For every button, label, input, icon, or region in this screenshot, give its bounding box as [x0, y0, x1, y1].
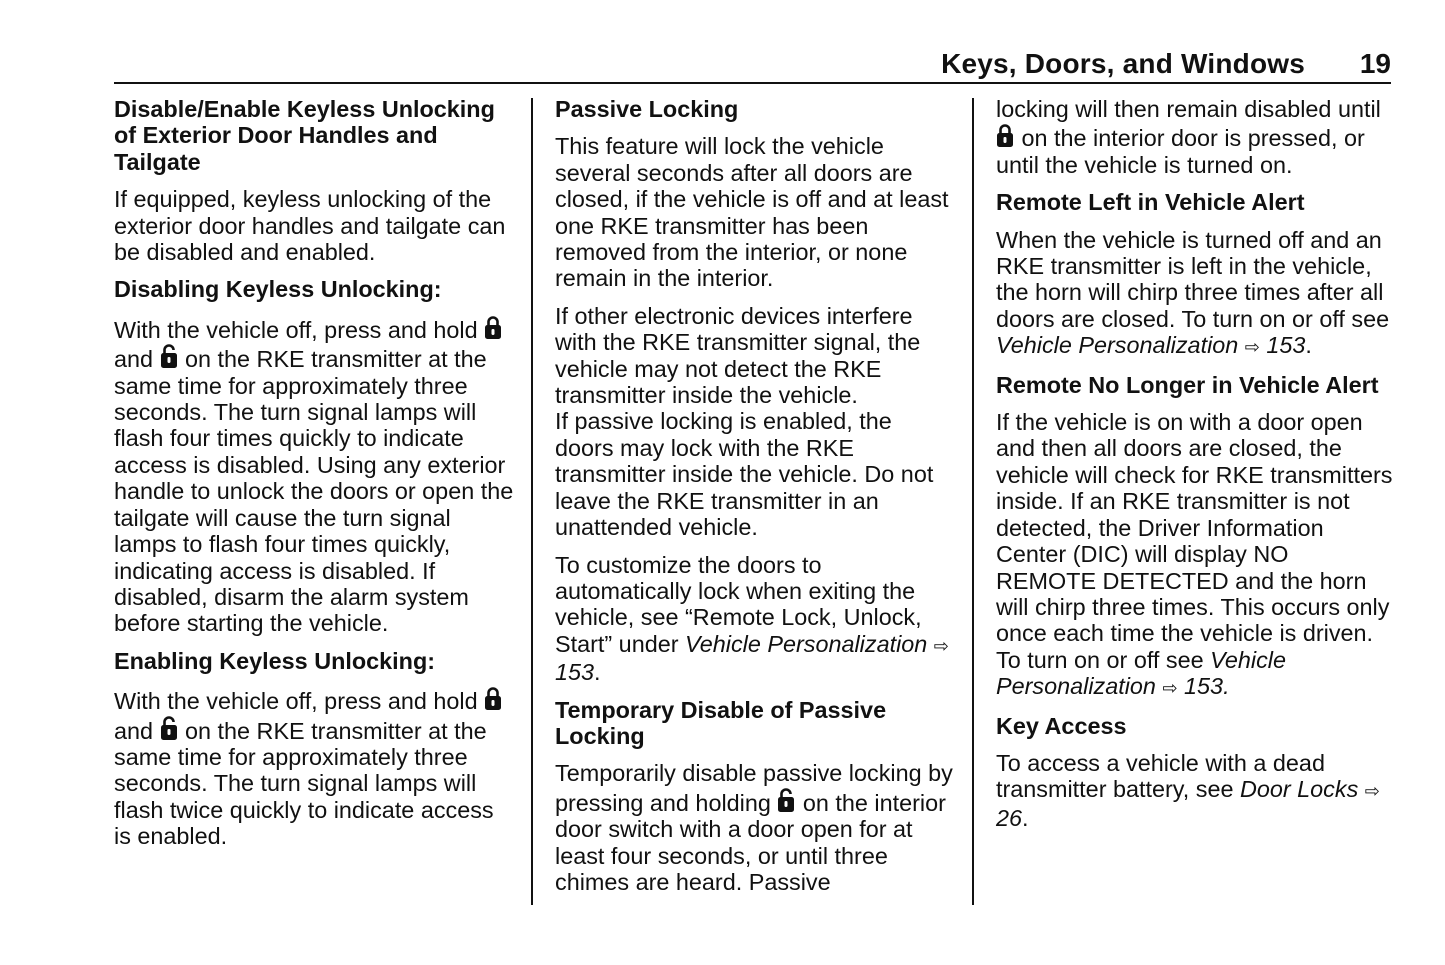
arrow-right-icon: ⇨	[1162, 678, 1178, 699]
lock-icon	[484, 685, 502, 711]
text-run: To access a vehicle with a dead transmitter battery, see	[996, 749, 1325, 803]
unlock-icon	[160, 343, 178, 369]
arrow-right-icon: ⇨	[933, 635, 949, 656]
text-run: and	[114, 717, 154, 744]
paragraph-customize: To customize the doors to automatically lock when exiting the vehicle, see “Remote Lock, Unlock, Start” under Vehicle Personalization ⇨ 153.	[555, 551, 949, 686]
page-number: 19	[1359, 48, 1391, 79]
lock-icon	[996, 122, 1014, 148]
column-2	[555, 96, 955, 906]
ref-title: Door Locks	[1239, 776, 1359, 803]
heading-key-access: Key Access	[996, 712, 1127, 739]
arrow-right-icon: ⇨	[1244, 337, 1260, 358]
heading-enabling-keyless: Enabling Keyless Unlocking:	[114, 647, 436, 674]
paragraph-disabling	[114, 314, 514, 637]
column-divider	[972, 98, 974, 905]
paragraph-temporary-disable	[555, 760, 955, 895]
heading-passive-locking: Passive Locking	[555, 96, 739, 122]
paragraph-interference: If other electronic devices interfere with the RKE transmitter signal, the vehicle may not detect the RKE transmitter inside the vehicle.	[555, 302, 921, 409]
heading-disabling-keyless: Disabling Keyless Unlocking:	[114, 276, 442, 303]
paragraph-remote-no-longer	[996, 409, 1394, 701]
heading-remote-left-alert: Remote Left in Vehicle Alert	[996, 189, 1305, 216]
column-1	[114, 96, 514, 861]
paragraph-passive-continued	[996, 96, 1394, 178]
paragraph-passive-enabled: If passive locking is enabled, the doors may lock with the RKE transmitter inside the vehicle. Do not leave the RKE transmitter in an unattended vehicle.	[555, 408, 934, 541]
ref-title: Vehicle Personalization	[996, 332, 1239, 359]
text-run: With the vehicle off, press and hold	[114, 316, 478, 343]
ref-page: 153	[1266, 332, 1306, 359]
unlock-icon	[777, 787, 795, 813]
column-3	[996, 96, 1394, 842]
section-title: Keys, Doors, and Windows	[941, 48, 1305, 79]
text-run: Temporarily disable passive locking by pressing and holding	[555, 760, 953, 816]
page-header	[114, 44, 1391, 84]
paragraph-intro: If equipped, keyless unlocking of the exterior door handles and tailgate can be disabled and enabled.	[114, 186, 506, 266]
ref-page: 26	[996, 804, 1023, 831]
ref-page: 153	[1184, 673, 1224, 700]
paragraph-passive-locking: This feature will lock the vehicle several seconds after all doors are closed, if the vehicle is off and at least one RKE transmitter has been removed from the interior, or none remain in the interior.	[555, 133, 949, 292]
link-vehicle-personalization[interactable]	[996, 332, 1305, 358]
column-divider	[531, 98, 533, 905]
text-run: To customize the doors to automatically lock when exiting the vehicle, see “Remote Lock, Unlock, Start” under	[555, 551, 922, 657]
paragraph-enabling	[114, 685, 514, 849]
text-run: on the RKE transmitter at the same time for approximately three seconds. The turn signal lamps will flash four times quickly to indicate access is disabled. Using any exterior handle to unlock the doors or open the tailgate will cause the turn signal lamps to flash four times quickly, indicating access is disabled. If disabled, disarm the alarm system before starting the vehicle.	[114, 346, 514, 637]
text-run: on the interior door switch with a door open for at least four seconds, or until three chimes are heard. Passive	[555, 789, 946, 895]
text-run: on the interior door is pressed, or until the vehicle is turned on.	[996, 125, 1365, 178]
paragraph-remote-left: When the vehicle is turned off and an RKE transmitter is left in the vehicle, the horn will chirp three times after all doors are closed. To turn on or off see Vehicle Personalization ⇨ 153.	[996, 226, 1390, 359]
heading-temporary-disable: Temporary Disable of Passive Locking	[555, 696, 887, 749]
link-vehicle-personalization[interactable]: Vehicle Personalization ⇨ 153.	[996, 646, 1286, 700]
arrow-right-icon: ⇨	[1364, 781, 1380, 802]
lock-icon	[484, 314, 502, 340]
text-run: on the RKE transmitter at the same time for approximately three seconds. The turn signal lamps will flash twice quickly to indicate access is enabled.	[114, 717, 494, 850]
heading-disable-enable-keyless: Disable/Enable Keyless Unlocking of Exterior Door Handles and Tailgate	[114, 96, 495, 175]
text-run: With the vehicle off, press and hold	[114, 688, 478, 715]
text-run: If the vehicle is on with a door open and then all doors are closed, the vehicle will check for RKE transmitters inside. If an RKE transmitter is not detected, the Driver Information Center (DIC) will display NO REMOTE DETECTED and the horn will chirp three times. This occurs only once each time the vehicle is driven. To turn on or off see	[996, 409, 1393, 673]
text-run: locking will then remain disabled until	[996, 96, 1381, 122]
text-run: and	[114, 346, 154, 373]
ref-title: Vehicle Personalization	[685, 630, 928, 657]
ref-title: Vehicle Personalization	[996, 646, 1286, 700]
text-run: When the vehicle is turned off and an RKE transmitter is left in the vehicle, the horn will chirp three times after all doors are closed. To turn on or off see	[996, 226, 1390, 332]
heading-remote-no-longer-alert: Remote No Longer in Vehicle Alert	[996, 371, 1379, 398]
unlock-icon	[160, 715, 178, 741]
paragraph-key-access: To access a vehicle with a dead transmitter battery, see Door Locks ⇨ 26.	[996, 749, 1380, 831]
ref-page: 153	[555, 659, 595, 686]
